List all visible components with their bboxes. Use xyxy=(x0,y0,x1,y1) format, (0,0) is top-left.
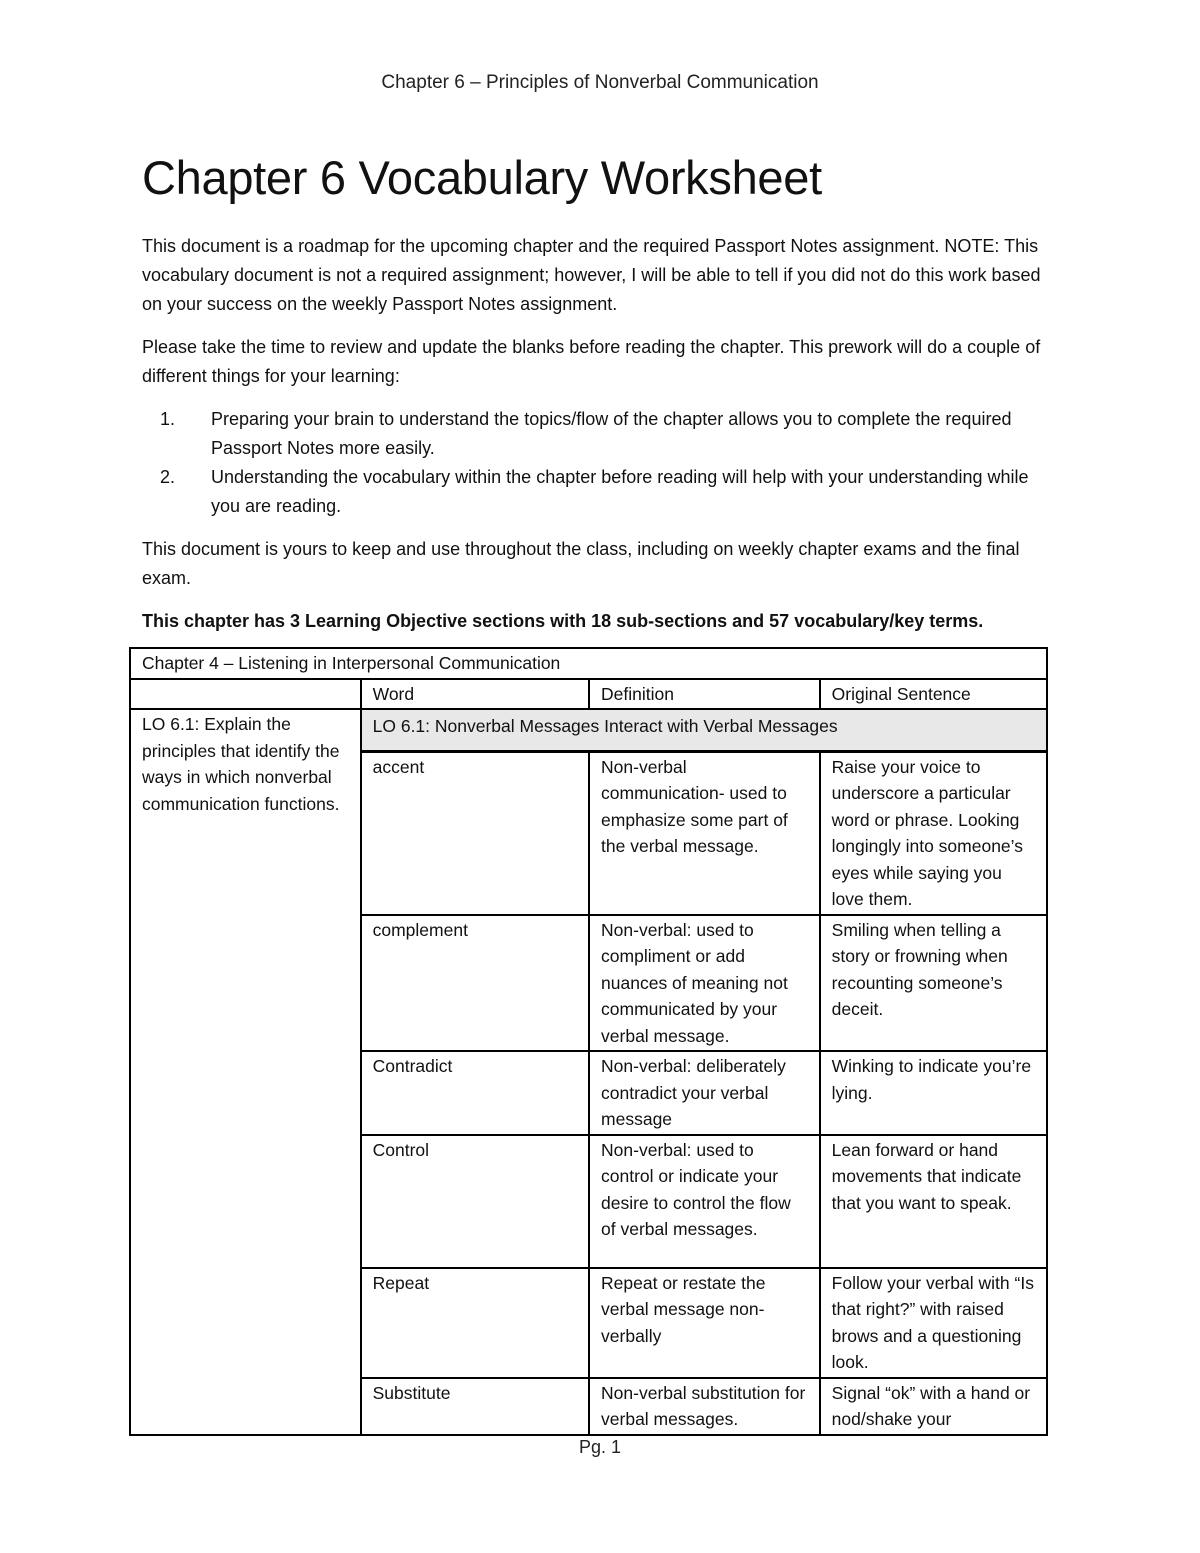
header-sentence: Original Sentence xyxy=(820,679,1047,710)
list-text: Preparing your brain to understand the topics/flow of the chapter allows you to complete the required Passport Notes more easily. xyxy=(211,409,1012,458)
list-item xyxy=(142,405,1060,463)
sentence-cell: Winking to indicate you’re lying. xyxy=(820,1051,1047,1135)
vocabulary-table xyxy=(129,647,1048,1436)
sentence-cell: Follow your verbal with “Is that right?” with raised brows and a questioning look. xyxy=(820,1268,1047,1378)
list-number: 2. xyxy=(160,467,176,487)
word-cell: Contradict xyxy=(361,1051,589,1135)
word-cell: complement xyxy=(361,915,589,1052)
word-cell: accent xyxy=(361,751,589,915)
list-text: Understanding the vocabulary within the chapter before reading will help with your understanding while you are reading. xyxy=(211,467,1029,516)
header-empty-cell xyxy=(130,679,361,710)
benefits-list xyxy=(142,405,1060,521)
header-definition: Definition xyxy=(589,679,820,710)
list-item xyxy=(142,463,1060,521)
section-heading: LO 6.1: Nonverbal Messages Interact with Verbal Messages xyxy=(361,709,1047,751)
table-header-row xyxy=(130,679,1047,710)
definition-cell: Non-verbal communication- used to emphasize some part of the verbal message. xyxy=(589,751,820,915)
table-caption: Chapter 4 – Listening in Interpersonal Communication xyxy=(130,648,1047,679)
sentence-cell: Smiling when telling a story or frowning when recounting someone’s deceit. xyxy=(820,915,1047,1052)
sentence-cell: Signal “ok” with a hand or nod/shake your xyxy=(820,1378,1047,1435)
page-title: Chapter 6 Vocabulary Worksheet xyxy=(142,151,822,204)
word-cell: Control xyxy=(361,1135,589,1268)
definition-cell: Non-verbal: used to control or indicate your desire to control the flow of verbal messages. xyxy=(589,1135,820,1268)
sentence-cell: Raise your voice to underscore a particular word or phrase. Looking longingly into someone’s eyes while saying you love them. xyxy=(820,751,1047,915)
definition-cell: Non-verbal substitution for verbal messages. xyxy=(589,1378,820,1435)
header-word: Word xyxy=(361,679,589,710)
definition-cell: Repeat or restate the verbal message non-verbally xyxy=(589,1268,820,1378)
page-number: Pg. 1 xyxy=(578,1437,622,1457)
definition-cell: Non-verbal: used to compliment or add nuances of meaning not communicated by your verbal message. xyxy=(589,915,820,1052)
list-number: 1. xyxy=(160,409,176,429)
page-header: Chapter 6 – Principles of Nonverbal Communication xyxy=(381,72,819,93)
keep-note-paragraph: This document is yours to keep and use throughout the class, including on weekly chapter exams and the final exam. xyxy=(142,539,1020,588)
sentence-cell: Lean forward or hand movements that indicate that you want to speak. xyxy=(820,1135,1047,1268)
instructions-paragraph: Please take the time to review and update the blanks before reading the chapter. This prework will do a couple of different things for your learning: xyxy=(142,337,1041,386)
document-body xyxy=(142,150,1060,650)
definition-cell: Non-verbal: deliberately contradict your verbal message xyxy=(589,1051,820,1135)
summary-line: This chapter has 3 Learning Objective sections with 18 sub-sections and 57 vocabulary/key terms. xyxy=(142,611,984,631)
intro-paragraph: This document is a roadmap for the upcoming chapter and the required Passport Notes assignment. NOTE: This vocabulary document is not a required assignment; however, I will be able to tell if you did not do this work based on your success on the weekly Passport Notes assignment. xyxy=(142,236,1041,314)
word-cell: Substitute xyxy=(361,1378,589,1435)
word-cell: Repeat xyxy=(361,1268,589,1378)
section-row xyxy=(130,709,1047,751)
learning-objective-cell: LO 6.1: Explain the principles that identify the ways in which nonverbal communication functions. xyxy=(130,709,361,1435)
table-caption-row xyxy=(130,648,1047,679)
